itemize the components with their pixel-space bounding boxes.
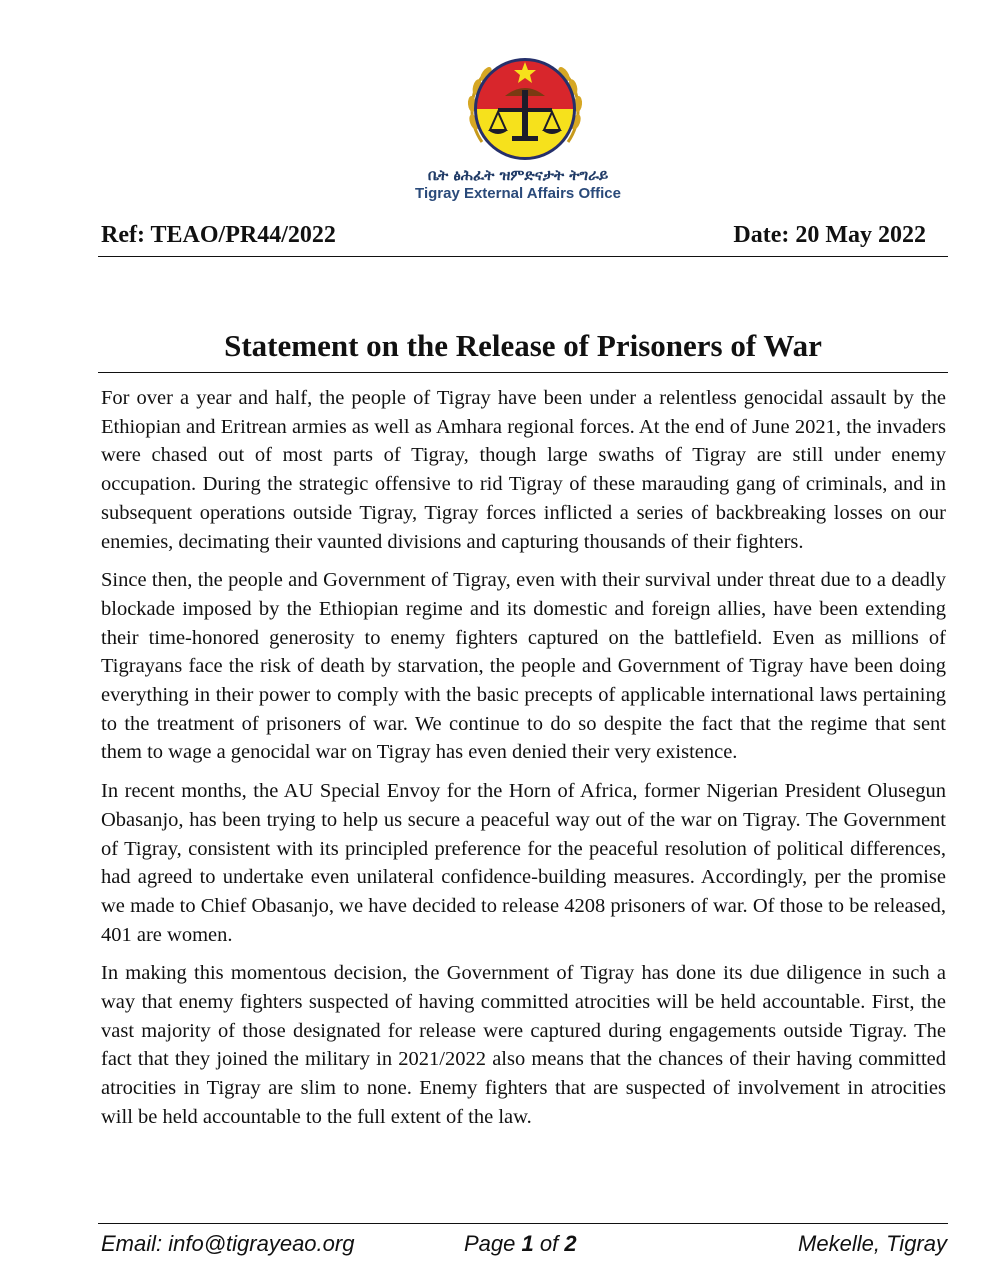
org-name-amharic: ቤት ፅሕፈት ዝምድናታት ትግራይ — [427, 166, 609, 184]
footer-divider — [98, 1223, 948, 1224]
paragraph: Since then, the people and Government of Tigray, even with their survival under threat due to a deadly blockade imposed by the Ethiopian regime and its domestic and foreign allies, have been extending their time-honored generosity to enemy fighters captured on the battlefield. Even as millions of Tigrayans face the risk of death by starvation, the people and Government of Tigray have been doing everything in their power to comply with the basic precepts of applicable international laws pertaining to the treatment of prisoners of war. We continue to do so despite the fact that the regime that sent them to wage a genocidal war on Tigray has even denied their very existence. — [101, 569, 946, 764]
document-body — [101, 384, 946, 1142]
reference-line — [98, 222, 948, 257]
footer-page-number — [464, 1229, 577, 1259]
tigray-external-affairs-emblem-icon — [460, 52, 590, 166]
page-prefix: Page — [464, 1231, 522, 1256]
page-total: 2 — [564, 1231, 577, 1256]
reference-number: Ref: TEAO/PR44/2022 — [101, 222, 336, 248]
document-title: Statement on the Release of Prisoners of War — [98, 326, 948, 373]
footer-email: Email: info@tigrayeao.org — [101, 1231, 355, 1256]
paragraph: In making this momentous decision, the Government of Tigray has done its due diligence in such a way that enemy fighters suspected of having committed atrocities will be held accountable. First, the vast majority of those designated for release were captured during engagements outside Tigray. The fact that they joined the military in 2021/2022 also means that the chances of their having committed atrocities in Tigray are slim to none. Enemy fighters that are suspected of involvement in atrocities will be held accountable to the full extent of the law. — [101, 962, 946, 1128]
org-name-english: Tigray External Affairs Office — [415, 185, 621, 202]
page-of: of — [533, 1231, 565, 1256]
footer-location: Mekelle, Tigray — [798, 1231, 947, 1256]
page-current: 1 — [521, 1231, 534, 1256]
paragraph: In recent months, the AU Special Envoy for the Horn of Africa, former Nigerian President Olusegun Obasanjo, has been trying to help us secure a peaceful way out of the war on Tigray. The Government of Tigray, consistent with its principled preference for the peaceful resolution of political differences, had agreed to undertake even unilateral confidence-building measures. Accordingly, per the promise we made to Chief Obasanjo, we have decided to release 4208 prisoners of war. Of those to be released, 401 are women. — [101, 780, 946, 946]
paragraph: For over a year and half, the people of Tigray have been under a relentless genocidal assault by the Ethiopian and Eritrean armies as well as Amhara regional forces. At the end of June 2021, the invaders were chased out of most parts of Tigray, though large swaths of Tigray are still under enemy occupation. During the strategic offensive to rid Tigray of these marauding gang of criminals, and in subsequent operations outside Tigray, Tigray forces inflicted a series of backbreaking losses on our enemies, decimating their vaunted divisions and capturing thousands of their fighters. — [101, 387, 946, 553]
document-date: Date: 20 May 2022 — [733, 222, 926, 248]
